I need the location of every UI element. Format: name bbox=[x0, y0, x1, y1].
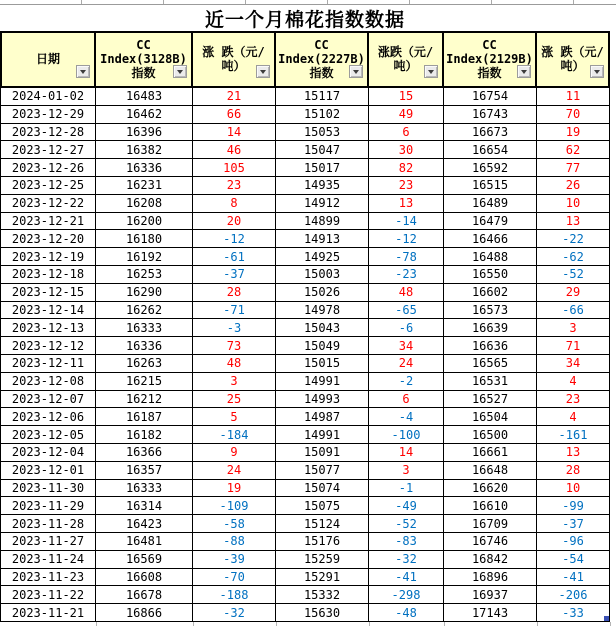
gridline-stub bbox=[610, 622, 611, 626]
index-cell: 15091 bbox=[276, 444, 369, 462]
change-cell: -41 bbox=[537, 569, 610, 587]
chevron-down-icon bbox=[80, 70, 86, 74]
header-label-line: Index(2227B) bbox=[278, 51, 365, 66]
index-cell: 15026 bbox=[276, 284, 369, 302]
gridline-stub bbox=[96, 622, 97, 626]
index-cell: 14993 bbox=[276, 391, 369, 409]
index-cell: 16673 bbox=[444, 124, 537, 142]
change-cell: -2 bbox=[369, 373, 444, 391]
date-cell: 2023-12-19 bbox=[0, 248, 96, 266]
change-cell: 15 bbox=[369, 88, 444, 106]
change-cell: 11 bbox=[537, 88, 610, 106]
index-cell: 17143 bbox=[444, 604, 537, 622]
index-cell: 16336 bbox=[96, 337, 193, 355]
index-cell: 14925 bbox=[276, 248, 369, 266]
change-cell: -32 bbox=[193, 604, 276, 622]
change-cell: 23 bbox=[369, 177, 444, 195]
index-cell: 16746 bbox=[444, 533, 537, 551]
header-label-line: 指数 bbox=[309, 65, 334, 80]
index-cell: 16187 bbox=[96, 408, 193, 426]
date-cell: 2023-12-04 bbox=[0, 444, 96, 462]
change-cell: -33 bbox=[537, 604, 610, 622]
filter-dropdown-button[interactable] bbox=[517, 65, 531, 78]
column-header-label bbox=[36, 52, 60, 68]
index-cell: 16573 bbox=[444, 302, 537, 320]
index-cell: 14991 bbox=[276, 373, 369, 391]
change-cell: 34 bbox=[537, 355, 610, 373]
date-cell: 2023-11-28 bbox=[0, 515, 96, 533]
index-cell: 16636 bbox=[444, 337, 537, 355]
change-cell: -41 bbox=[369, 569, 444, 587]
change-cell: 3 bbox=[193, 373, 276, 391]
change-cell: 25 bbox=[193, 391, 276, 409]
index-cell: 16896 bbox=[444, 569, 537, 587]
change-cell: 30 bbox=[369, 141, 444, 159]
change-cell: -65 bbox=[369, 302, 444, 320]
change-cell: 23 bbox=[193, 177, 276, 195]
gridline-stub bbox=[276, 622, 277, 626]
index-cell: 15017 bbox=[276, 159, 369, 177]
index-cell: 16466 bbox=[444, 230, 537, 248]
index-cell: 15102 bbox=[276, 106, 369, 124]
index-cell: 16500 bbox=[444, 426, 537, 444]
index-cell: 15291 bbox=[276, 569, 369, 587]
index-cell: 16479 bbox=[444, 213, 537, 231]
change-cell: 10 bbox=[537, 480, 610, 498]
change-cell: -1 bbox=[369, 480, 444, 498]
filter-dropdown-button[interactable] bbox=[349, 65, 363, 78]
change-cell: -12 bbox=[193, 230, 276, 248]
index-cell: 16208 bbox=[96, 195, 193, 213]
change-cell: 48 bbox=[193, 355, 276, 373]
index-cell: 14987 bbox=[276, 408, 369, 426]
change-cell: 82 bbox=[369, 159, 444, 177]
index-cell: 16314 bbox=[96, 497, 193, 515]
change-cell: -161 bbox=[537, 426, 610, 444]
index-cell: 16366 bbox=[96, 444, 193, 462]
index-cell: 16620 bbox=[444, 480, 537, 498]
change-cell: 66 bbox=[193, 106, 276, 124]
index-cell: 15124 bbox=[276, 515, 369, 533]
header-label-line: CC bbox=[314, 37, 329, 52]
change-cell: 48 bbox=[369, 284, 444, 302]
index-cell: 16489 bbox=[444, 195, 537, 213]
filter-dropdown-button[interactable] bbox=[590, 65, 604, 78]
index-cell: 16709 bbox=[444, 515, 537, 533]
change-cell: -100 bbox=[369, 426, 444, 444]
change-cell: 13 bbox=[537, 444, 610, 462]
index-cell: 15075 bbox=[276, 497, 369, 515]
index-cell: 16182 bbox=[96, 426, 193, 444]
index-cell: 15117 bbox=[276, 88, 369, 106]
date-cell: 2023-12-22 bbox=[0, 195, 96, 213]
header-label-line: CC bbox=[136, 37, 151, 52]
date-cell: 2023-12-15 bbox=[0, 284, 96, 302]
gridline-stub bbox=[444, 622, 445, 626]
header-label-line: 吨） bbox=[221, 58, 246, 73]
index-cell: 16263 bbox=[96, 355, 193, 373]
gridline-stub bbox=[193, 622, 194, 626]
index-cell: 16639 bbox=[444, 319, 537, 337]
column-header-cc-index-2227b bbox=[276, 31, 369, 88]
change-cell: -49 bbox=[369, 497, 444, 515]
index-cell: 16333 bbox=[96, 480, 193, 498]
date-cell: 2023-12-05 bbox=[0, 426, 96, 444]
index-cell: 15630 bbox=[276, 604, 369, 622]
change-cell: 9 bbox=[193, 444, 276, 462]
change-cell: 46 bbox=[193, 141, 276, 159]
index-cell: 14913 bbox=[276, 230, 369, 248]
change-cell: 14 bbox=[369, 444, 444, 462]
change-cell: -70 bbox=[193, 569, 276, 587]
change-cell: 24 bbox=[193, 462, 276, 480]
change-cell: 3 bbox=[537, 319, 610, 337]
change-cell: 28 bbox=[537, 462, 610, 480]
index-cell: 15259 bbox=[276, 551, 369, 569]
header-label-line: 吨） bbox=[393, 58, 418, 73]
index-cell: 15003 bbox=[276, 266, 369, 284]
index-cell: 16648 bbox=[444, 462, 537, 480]
date-cell: 2023-12-28 bbox=[0, 124, 96, 142]
date-cell: 2023-11-27 bbox=[0, 533, 96, 551]
change-cell: 73 bbox=[193, 337, 276, 355]
header-label-line: Index(2129B) bbox=[446, 51, 533, 66]
index-cell: 15043 bbox=[276, 319, 369, 337]
selection-corner-marker bbox=[604, 616, 609, 621]
change-cell: -4 bbox=[369, 408, 444, 426]
change-cell: 4 bbox=[537, 373, 610, 391]
header-label-line: 指数 bbox=[477, 65, 502, 80]
date-cell: 2023-12-20 bbox=[0, 230, 96, 248]
index-cell: 14899 bbox=[276, 213, 369, 231]
change-cell: 19 bbox=[537, 124, 610, 142]
index-cell: 16754 bbox=[444, 88, 537, 106]
change-cell: -12 bbox=[369, 230, 444, 248]
change-cell: -62 bbox=[537, 248, 610, 266]
date-cell: 2023-12-06 bbox=[0, 408, 96, 426]
header-label-line: 涨 跌（元/ bbox=[202, 44, 265, 59]
change-cell: -52 bbox=[537, 266, 610, 284]
change-cell: 13 bbox=[369, 195, 444, 213]
index-cell: 16336 bbox=[96, 159, 193, 177]
index-cell: 14935 bbox=[276, 177, 369, 195]
date-cell: 2023-12-14 bbox=[0, 302, 96, 320]
index-cell: 16192 bbox=[96, 248, 193, 266]
index-cell: 16842 bbox=[444, 551, 537, 569]
change-cell: 34 bbox=[369, 337, 444, 355]
index-cell: 16200 bbox=[96, 213, 193, 231]
date-cell: 2023-12-01 bbox=[0, 462, 96, 480]
change-cell: 77 bbox=[537, 159, 610, 177]
change-cell: 6 bbox=[369, 391, 444, 409]
change-cell: 62 bbox=[537, 141, 610, 159]
change-cell: -66 bbox=[537, 302, 610, 320]
change-cell: -39 bbox=[193, 551, 276, 569]
cotton-index-table bbox=[0, 31, 610, 622]
index-cell: 16262 bbox=[96, 302, 193, 320]
gridline-stub bbox=[537, 622, 538, 626]
change-cell: 8 bbox=[193, 195, 276, 213]
change-cell: -32 bbox=[369, 551, 444, 569]
index-cell: 16743 bbox=[444, 106, 537, 124]
date-cell: 2023-12-13 bbox=[0, 319, 96, 337]
chevron-down-icon bbox=[521, 70, 527, 74]
date-cell: 2023-11-22 bbox=[0, 586, 96, 604]
change-cell: -109 bbox=[193, 497, 276, 515]
change-cell: 19 bbox=[193, 480, 276, 498]
date-cell: 2023-12-08 bbox=[0, 373, 96, 391]
date-cell: 2023-12-29 bbox=[0, 106, 96, 124]
change-cell: 71 bbox=[537, 337, 610, 355]
change-cell: -58 bbox=[193, 515, 276, 533]
index-cell: 16569 bbox=[96, 551, 193, 569]
change-cell: 10 bbox=[537, 195, 610, 213]
change-cell: -61 bbox=[193, 248, 276, 266]
index-cell: 14991 bbox=[276, 426, 369, 444]
change-cell: 24 bbox=[369, 355, 444, 373]
date-cell: 2023-11-24 bbox=[0, 551, 96, 569]
chevron-down-icon bbox=[594, 70, 600, 74]
index-cell: 16531 bbox=[444, 373, 537, 391]
change-cell: -71 bbox=[193, 302, 276, 320]
change-cell: -206 bbox=[537, 586, 610, 604]
column-header-cc-index-2129b bbox=[444, 31, 537, 88]
index-cell: 16488 bbox=[444, 248, 537, 266]
index-cell: 15176 bbox=[276, 533, 369, 551]
index-cell: 16212 bbox=[96, 391, 193, 409]
date-cell: 2023-12-27 bbox=[0, 141, 96, 159]
index-cell: 15077 bbox=[276, 462, 369, 480]
header-label-line: 指数 bbox=[131, 65, 156, 80]
change-cell: -52 bbox=[369, 515, 444, 533]
index-cell: 16180 bbox=[96, 230, 193, 248]
index-cell: 15053 bbox=[276, 124, 369, 142]
page-title: 近一个月棉花指数数据 bbox=[204, 9, 405, 31]
change-cell: 14 bbox=[193, 124, 276, 142]
header-label-line: Index(3128B) bbox=[100, 51, 187, 66]
index-cell: 15074 bbox=[276, 480, 369, 498]
date-cell: 2023-12-25 bbox=[0, 177, 96, 195]
change-cell: 28 bbox=[193, 284, 276, 302]
header-label-line: 涨 跌（元/ bbox=[541, 44, 604, 59]
change-cell: 70 bbox=[537, 106, 610, 124]
change-cell: -54 bbox=[537, 551, 610, 569]
index-cell: 16866 bbox=[96, 604, 193, 622]
change-cell: 23 bbox=[537, 391, 610, 409]
index-cell: 16610 bbox=[444, 497, 537, 515]
column-header-change-2227b bbox=[369, 31, 444, 88]
change-cell: -37 bbox=[193, 266, 276, 284]
index-cell: 15049 bbox=[276, 337, 369, 355]
change-cell: -83 bbox=[369, 533, 444, 551]
index-cell: 16483 bbox=[96, 88, 193, 106]
change-cell: -188 bbox=[193, 586, 276, 604]
index-cell: 16396 bbox=[96, 124, 193, 142]
column-header-change-2129b bbox=[537, 31, 610, 88]
date-cell: 2023-11-29 bbox=[0, 497, 96, 515]
change-cell: -184 bbox=[193, 426, 276, 444]
change-cell: -48 bbox=[369, 604, 444, 622]
change-cell: 4 bbox=[537, 408, 610, 426]
change-cell: -37 bbox=[537, 515, 610, 533]
index-cell: 15015 bbox=[276, 355, 369, 373]
column-header-cc-index-3128b bbox=[96, 31, 193, 88]
change-cell: 5 bbox=[193, 408, 276, 426]
change-cell: -3 bbox=[193, 319, 276, 337]
change-cell: 13 bbox=[537, 213, 610, 231]
date-cell: 2023-11-21 bbox=[0, 604, 96, 622]
change-cell: -22 bbox=[537, 230, 610, 248]
index-cell: 16937 bbox=[444, 586, 537, 604]
date-cell: 2023-11-30 bbox=[0, 480, 96, 498]
index-cell: 16290 bbox=[96, 284, 193, 302]
change-cell: 105 bbox=[193, 159, 276, 177]
header-label-line: 吨） bbox=[560, 58, 585, 73]
index-cell: 16481 bbox=[96, 533, 193, 551]
change-cell: 26 bbox=[537, 177, 610, 195]
change-cell: 20 bbox=[193, 213, 276, 231]
chevron-down-icon bbox=[428, 70, 434, 74]
data-grid bbox=[0, 88, 610, 622]
change-cell: 3 bbox=[369, 462, 444, 480]
index-cell: 16333 bbox=[96, 319, 193, 337]
header-label-line: 涨跌（元/ bbox=[377, 44, 434, 59]
change-cell: -14 bbox=[369, 213, 444, 231]
index-cell: 16253 bbox=[96, 266, 193, 284]
change-cell: -298 bbox=[369, 586, 444, 604]
index-cell: 16382 bbox=[96, 141, 193, 159]
index-cell: 14978 bbox=[276, 302, 369, 320]
change-cell: -96 bbox=[537, 533, 610, 551]
index-cell: 16357 bbox=[96, 462, 193, 480]
column-header-date bbox=[0, 31, 96, 88]
index-cell: 16592 bbox=[444, 159, 537, 177]
change-cell: -88 bbox=[193, 533, 276, 551]
change-cell: -6 bbox=[369, 319, 444, 337]
filter-dropdown-button[interactable] bbox=[76, 65, 90, 78]
date-cell: 2023-12-11 bbox=[0, 355, 96, 373]
change-cell: 21 bbox=[193, 88, 276, 106]
index-cell: 16231 bbox=[96, 177, 193, 195]
index-cell: 15047 bbox=[276, 141, 369, 159]
index-cell: 16504 bbox=[444, 408, 537, 426]
index-cell: 15332 bbox=[276, 586, 369, 604]
index-cell: 16215 bbox=[96, 373, 193, 391]
index-cell: 16527 bbox=[444, 391, 537, 409]
header-label-line: 日期 bbox=[35, 51, 60, 66]
index-cell: 16550 bbox=[444, 266, 537, 284]
date-cell: 2023-12-21 bbox=[0, 213, 96, 231]
change-cell: 6 bbox=[369, 124, 444, 142]
date-cell: 2023-12-18 bbox=[0, 266, 96, 284]
chevron-down-icon bbox=[260, 70, 266, 74]
change-cell: -78 bbox=[369, 248, 444, 266]
change-cell: 49 bbox=[369, 106, 444, 124]
index-cell: 16515 bbox=[444, 177, 537, 195]
filter-dropdown-button[interactable] bbox=[424, 65, 438, 78]
header-label-line: CC bbox=[482, 37, 497, 52]
index-cell: 16654 bbox=[444, 141, 537, 159]
gridline-stub bbox=[369, 622, 370, 626]
date-cell: 2023-12-12 bbox=[0, 337, 96, 355]
index-cell: 16462 bbox=[96, 106, 193, 124]
column-header-change-3128b bbox=[193, 31, 276, 88]
index-cell: 16678 bbox=[96, 586, 193, 604]
index-cell: 16661 bbox=[444, 444, 537, 462]
date-cell: 2024-01-02 bbox=[0, 88, 96, 106]
filter-dropdown-button[interactable] bbox=[256, 65, 270, 78]
chevron-down-icon bbox=[177, 70, 183, 74]
change-cell: -99 bbox=[537, 497, 610, 515]
index-cell: 14912 bbox=[276, 195, 369, 213]
index-cell: 16602 bbox=[444, 284, 537, 302]
change-cell: 29 bbox=[537, 284, 610, 302]
index-cell: 16423 bbox=[96, 515, 193, 533]
date-cell: 2023-11-23 bbox=[0, 569, 96, 587]
header-row bbox=[0, 31, 610, 88]
title-band bbox=[0, 6, 610, 31]
index-cell: 16608 bbox=[96, 569, 193, 587]
filter-dropdown-button[interactable] bbox=[173, 65, 187, 78]
change-cell: -23 bbox=[369, 266, 444, 284]
index-cell: 16565 bbox=[444, 355, 537, 373]
date-cell: 2023-12-26 bbox=[0, 159, 96, 177]
date-cell: 2023-12-07 bbox=[0, 391, 96, 409]
chevron-down-icon bbox=[353, 70, 359, 74]
